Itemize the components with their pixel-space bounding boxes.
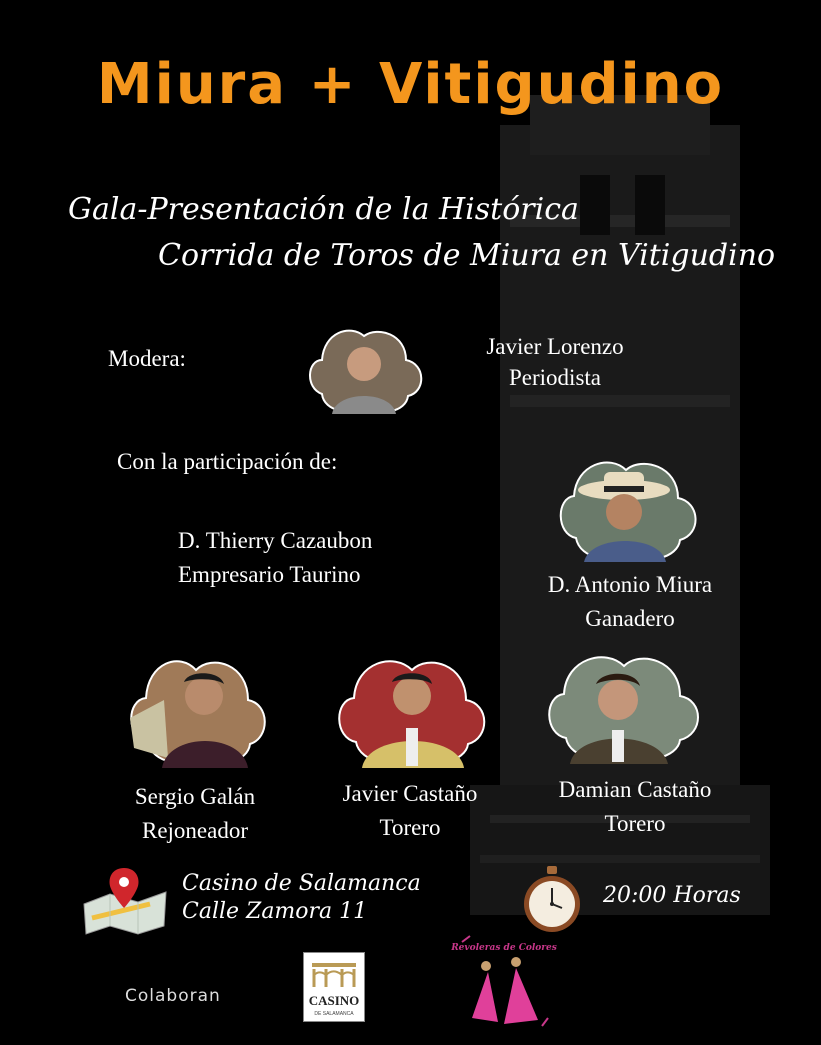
event-time: 20:00 Horas bbox=[603, 883, 741, 908]
page-title: Miura + Vitigudino bbox=[96, 52, 725, 117]
map-location-icon bbox=[80, 864, 168, 936]
damian-castano-photo bbox=[542, 646, 704, 764]
participant-name: Damian Castaño bbox=[558, 777, 712, 802]
participant-name: D. Antonio Miura bbox=[547, 572, 713, 597]
participant-name: Sergio Galán bbox=[134, 784, 256, 809]
pocket-watch-icon bbox=[520, 864, 584, 936]
casino-logo-text: CASINO bbox=[308, 993, 360, 1008]
sponsors-label: Colaboran bbox=[125, 986, 221, 1006]
venue-name: Casino de Salamanca bbox=[182, 871, 421, 896]
participant-name: D. Thierry Cazaubon bbox=[178, 528, 373, 553]
moderator-info bbox=[455, 331, 655, 393]
casino-building-icon bbox=[304, 953, 364, 1021]
participant-role: Torero bbox=[379, 815, 441, 840]
javier-castano-photo bbox=[332, 648, 490, 770]
moderator-name: Javier Lorenzo bbox=[486, 334, 624, 359]
sergio-galan-photo bbox=[124, 648, 270, 770]
participant-name: Javier Castaño bbox=[342, 781, 478, 806]
moderator-photo bbox=[302, 320, 426, 418]
participant-role: Ganadero bbox=[585, 606, 675, 631]
participant-damian-castano bbox=[520, 773, 750, 841]
participant-role: Empresario Taurino bbox=[178, 562, 361, 587]
participant-role: Rejoneador bbox=[141, 818, 248, 843]
subtitle-line-1: Gala-Presentación de la Histórica bbox=[68, 192, 579, 227]
casino-logo-subtext: DE SALAMANCA bbox=[314, 1011, 354, 1017]
moderator-role: Periodista bbox=[509, 365, 601, 390]
participant-antonio-miura bbox=[520, 568, 740, 636]
subtitle-line-2: Corrida de Toros de Miura en Vitigudino bbox=[158, 238, 776, 273]
participant-javier-castano bbox=[310, 777, 510, 845]
participation-label: Con la participación de: bbox=[117, 449, 338, 474]
moderator-label: Modera: bbox=[108, 346, 186, 371]
revoleras-logo-text: Revoleras de Colores bbox=[451, 943, 557, 953]
antonio-miura-photo bbox=[552, 450, 702, 566]
casino-logo bbox=[303, 952, 365, 1022]
participant-role: Torero bbox=[604, 811, 666, 836]
participant-sergio-galan bbox=[100, 780, 290, 848]
revoleras-logo bbox=[451, 932, 557, 1032]
venue-address: Calle Zamora 11 bbox=[182, 899, 368, 924]
participant-thierry bbox=[178, 524, 372, 592]
